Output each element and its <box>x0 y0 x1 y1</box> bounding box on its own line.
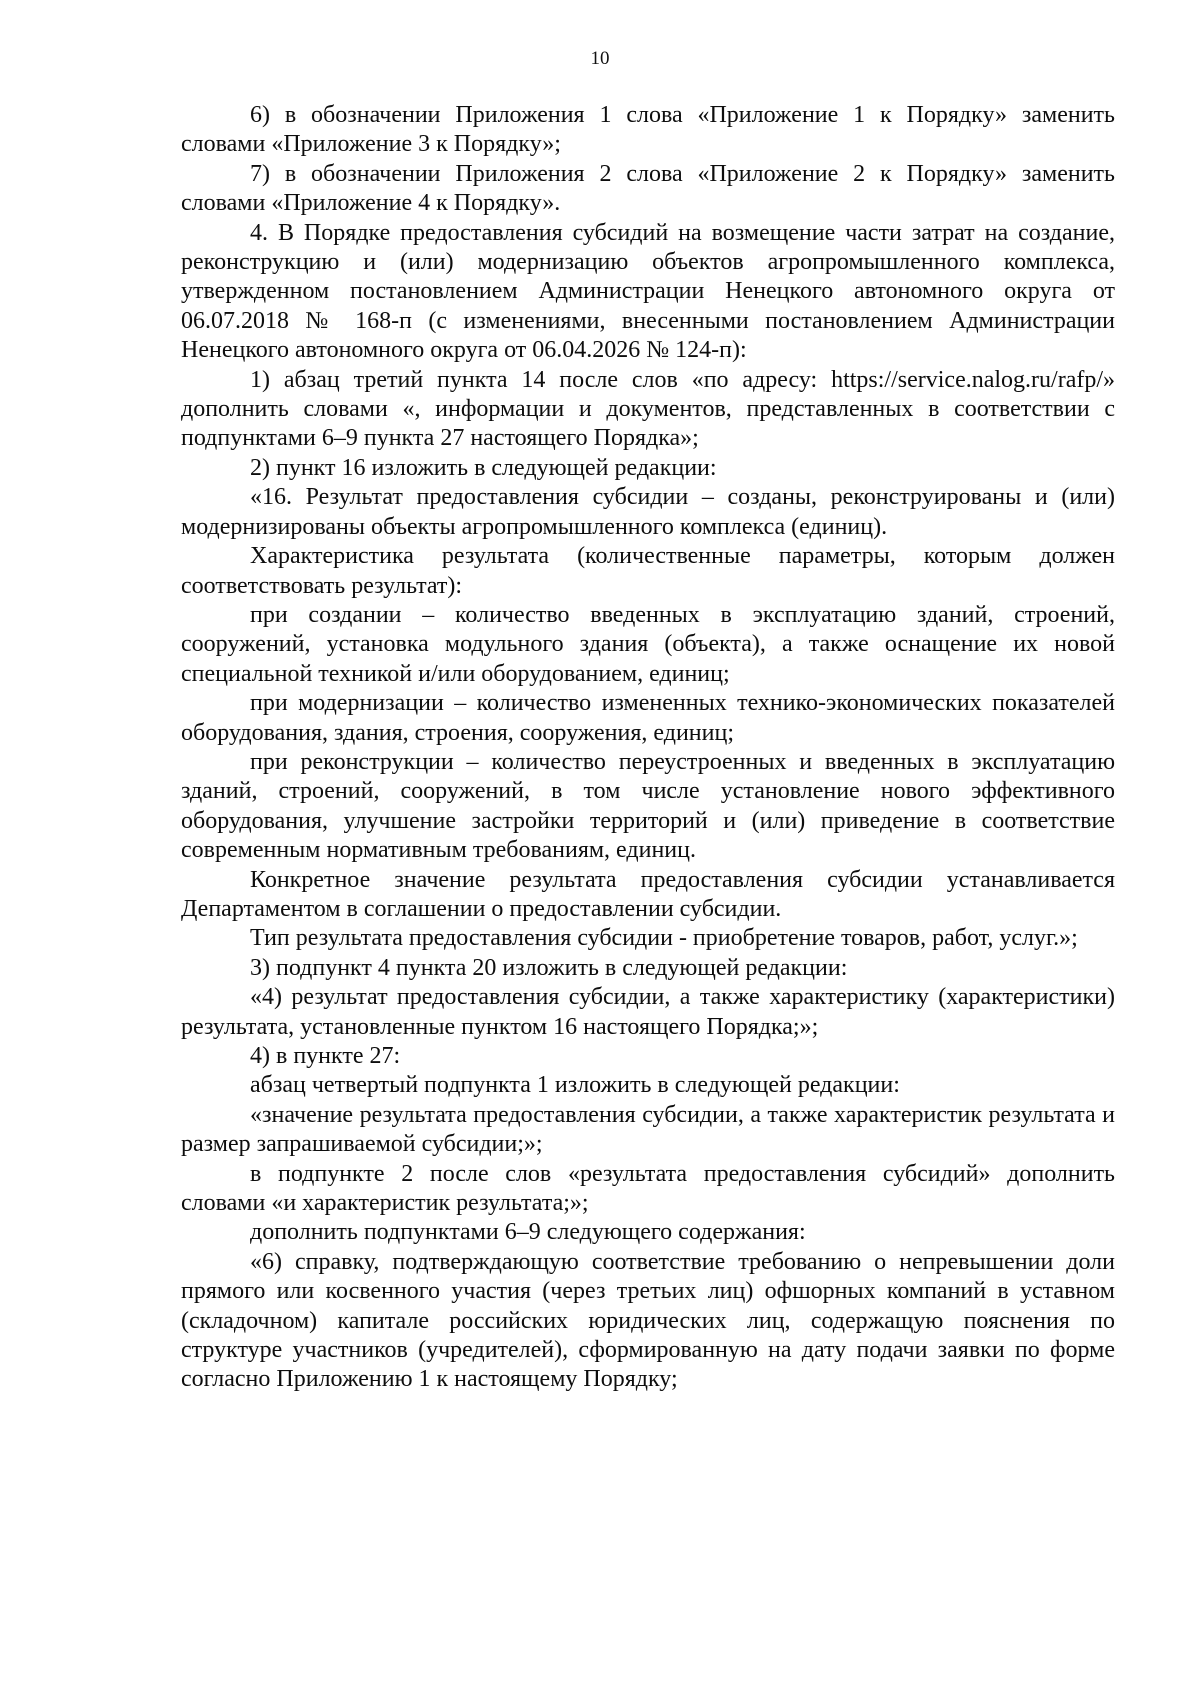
paragraph-section-4-intro: 4. В Порядке предоставления субсидий на возмещение части затрат на создание, реконструкцию и (или) модернизацию объектов агропромышленного комплекса, утвержденном постановлением Администрации Ненецкого автономного округа от 06.07.2018 № 168-п (с изменениями, внесенными постановлением Администрации Ненецкого автономного округа от 06.04.2026 № 124-п): <box>181 219 1115 364</box>
paragraph-creation: при создании – количество введенных в эксплуатацию зданий, строений, сооружений, установка модульного здания (объекта), а также оснащение их новой специальной техникой и/или оборудованием, единиц; <box>181 601 1115 687</box>
paragraph-reconstruction: при реконструкции – количество переустроенных и введенных в эксплуатацию зданий, строений, сооружений, в том числе установление нового эффективного оборудования, улучшение застройки территорий и (или) приведение в соответствие современным нормативным требованиям, единиц. <box>181 748 1115 864</box>
paragraph-subitem-2-point-16: 2) пункт 16 изложить в следующей редакции: <box>250 454 717 481</box>
paragraph-subitem-3-point-20: 3) подпункт 4 пункта 20 изложить в следующей редакции: <box>250 954 848 981</box>
paragraph-point-16-result: «16. Результат предоставления субсидии – созданы, реконструированы и (или) модернизированы объекты агропромышленного комплекса (единиц). <box>181 484 1115 540</box>
paragraph-item-7-appendix-2: 7) в обозначении Приложения 2 слова «Приложение 2 к Порядку» заменить словами «Приложение 4 к Порядку». <box>181 160 1115 217</box>
paragraph-subpoint-6-certificate: «6) справку, подтверждающую соответствие требованию о непревышении доли прямого или косвенного участия (через третьих лиц) офшорных компаний в уставном (складочном) капитале российских юридических лиц, содержащую пояснения по структуре участников (учредителей), сформированную на дату подачи заявки по форме согласно Приложению 1 к настоящему Порядку; <box>181 1248 1115 1393</box>
paragraph-subitem-4-point-27: 4) в пункте 27: <box>250 1043 401 1069</box>
paragraph-result-value-quote: «значение результата предоставления субсидии, а также характеристик результата и размер запрашиваемой субсидии;»; <box>181 1101 1115 1158</box>
paragraph-fourth-abzac: абзац четвертый подпункта 1 изложить в следующей редакции: <box>250 1072 900 1099</box>
paragraph-specific-value: Конкретное значение результата предоставления субсидии устанавливается Департаментом в соглашении о предоставлении субсидии. <box>181 866 1115 922</box>
paragraph-modernization: при модернизации – количество измененных технико-экономических показателей оборудования, здания, строения, сооружения, единиц; <box>181 690 1115 746</box>
paragraph-add-subpoints-6-9: дополнить подпунктами 6–9 следующего содержания: <box>250 1219 806 1246</box>
document-body <box>181 101 1115 1395</box>
page-number: 10 <box>590 48 610 69</box>
paragraph-subitem-1-point-14: 1) абзац третий пункта 14 после слов «по адресу: https://service.nalog.ru/rafp/» дополнить словами «, информации и документов, представленных в соответствии с подпунктами 6–9 пункта 27 настоящего Порядка»; <box>181 366 1115 452</box>
paragraph-result-type: Тип результата предоставления субсидии - приобретение товаров, работ, услуг.»; <box>250 925 1078 952</box>
paragraph-item-6-appendix-1: 6) в обозначении Приложения 1 слова «Приложение 1 к Порядку» заменить словами «Приложение 3 к Порядку»; <box>181 102 1115 158</box>
paragraph-result-characteristic: Характеристика результата (количественные параметры, которым должен соответствовать результат): <box>181 543 1115 599</box>
paragraph-point-20-sub-4: «4) результат предоставления субсидии, а также характеристику (характеристики) результата, установленные пунктом 16 настоящего Порядка;»; <box>181 984 1115 1040</box>
paragraph-subpoint-2-addition: в подпункте 2 после слов «результата предоставления субсидий» дополнить словами «и характеристик результата;»; <box>181 1160 1115 1217</box>
